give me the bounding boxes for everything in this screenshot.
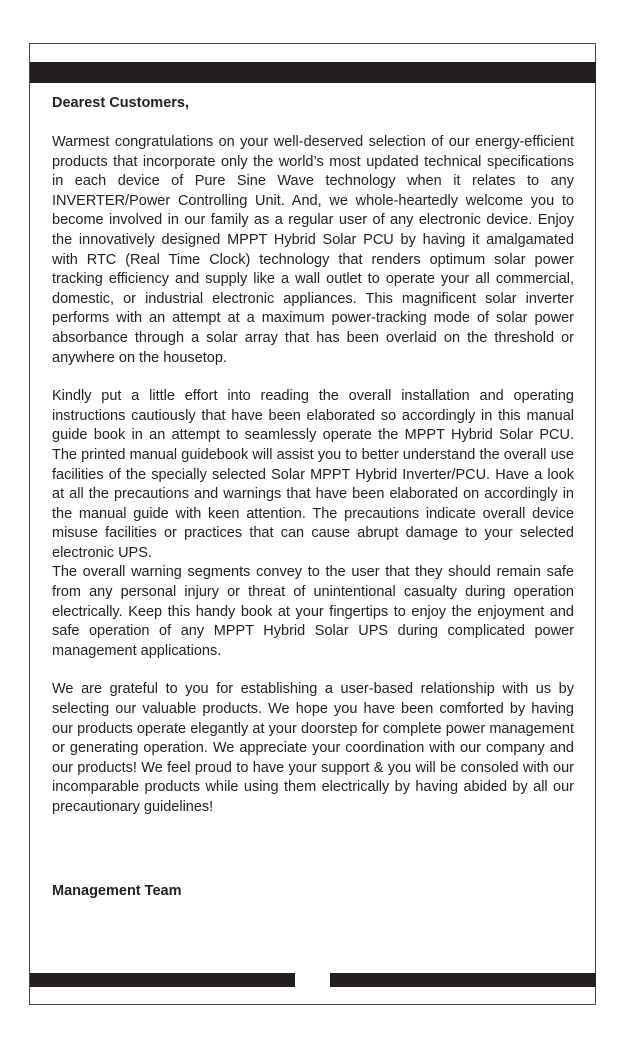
header-bar bbox=[30, 62, 596, 83]
letter-body bbox=[52, 93, 574, 818]
paragraph-warnings: The overall warning segments convey to the user that they should remain safe from any personal injury or threat of unintentional casualty during operation electrically. Keep this handy book at your fingertips to enjoy the enjoyment and safe operation of any MPPT Hybrid Solar UPS during complicated power management applications. bbox=[52, 564, 574, 659]
paragraph-welcome: Warmest congratulations on your well-deserved selection of our energy-efficient products that incorporate only the world’s most updated technical specifications in each device of Pure Sine Wave technology when it relates to any INVERTER/Power Controlling Unit. And, we whole-heartedly welcome you to become involved in our family as a regular user of any electronic device. Enjoy the innovatively designed MPPT Hybrid Solar PCU by having it amalgamated with RTC (Real Time Clock) technology that renders optimum solar power tracking efficiency and supply like a wall outlet to operate your all commercial, domestic, or industrial electronic appliances. This magnificent solar inverter performs with an attempt at a maximum power-tracking mode of solar power absorbance through a solar array that has been overlaid on the threshold or anywhere on the housetop. bbox=[52, 134, 574, 366]
footer-bar-left bbox=[30, 973, 295, 987]
footer-bar-right bbox=[330, 973, 596, 987]
signature: Management Team bbox=[52, 883, 182, 899]
greeting: Dearest Customers, bbox=[52, 95, 189, 111]
paragraph-gratitude: We are grateful to you for establishing a user-based relationship with us by selecting our valuable products. We hope you have been comforted by having our products operate elegantly at your doorstep for complete power management or generating operation. We appreciate your coordination with our company and our products! We feel proud to have your support & you will be consoled with our incomparable products while using them electrically by having abided by all our precautionary guidelines! bbox=[52, 681, 574, 815]
paragraph-instructions: Kindly put a little effort into reading the overall installation and operating instructions cautiously that have been elaborated so accordingly in this manual guide book in an attempt to seamlessly operate the MPPT Hybrid Solar PCU. The printed manual guidebook will assist you to better understand the overall use facilities of the specially selected Solar MPPT Hybrid Inverter/PCU. Have a look at all the precautions and warnings that have been elaborated on accordingly in the manual guide with keen attention. The precautions indicate overall device misuse facilities or practices that can cause abrupt damage to your selected electronic UPS. bbox=[52, 388, 574, 561]
